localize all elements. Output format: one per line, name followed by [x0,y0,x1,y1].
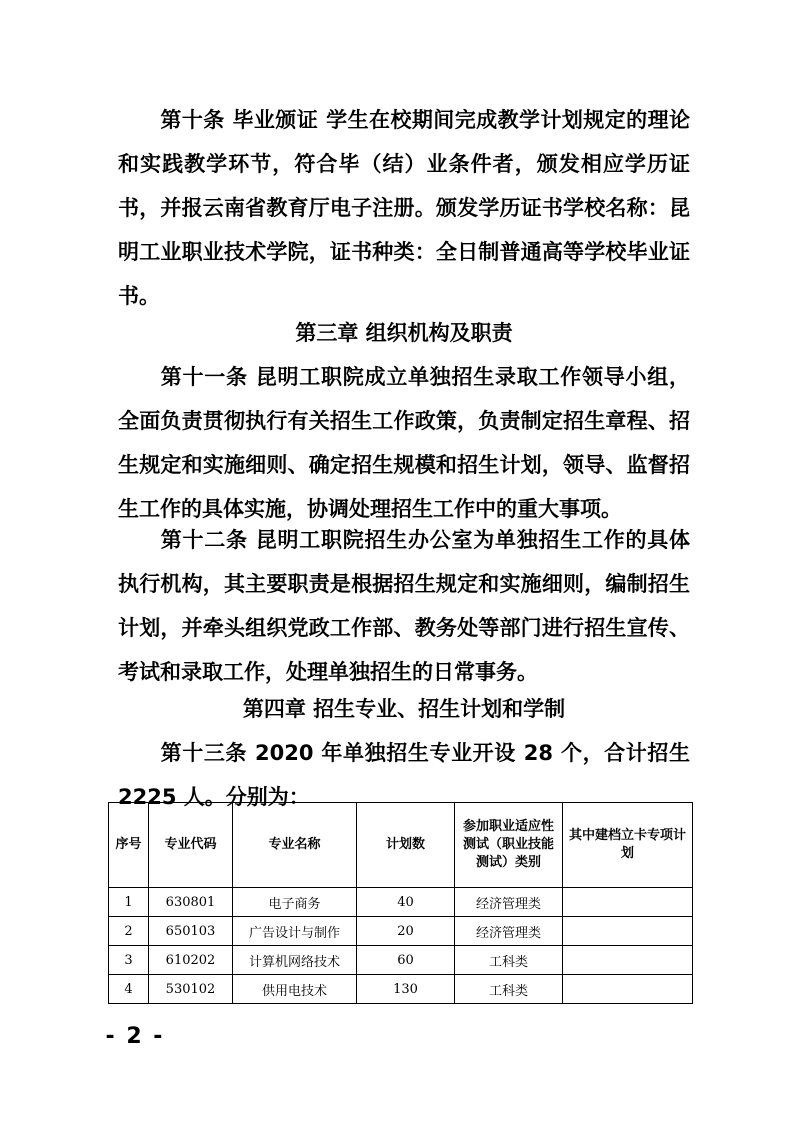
article-10 [118,98,690,318]
cell-name: 计算机网络技术 [233,946,357,975]
header-plan: 计划数 [357,803,455,888]
article-12-heading: 第十二条 [160,528,248,552]
table-row [109,946,693,975]
article-10-heading: 第十条 毕业颁证 [160,108,319,132]
header-no: 序号 [109,803,149,888]
cell-special-plan [563,975,693,1004]
cell-no: 3 [109,946,149,975]
page-number: - 2 - [105,1024,165,1049]
cell-special-plan [563,946,693,975]
article-12-body: 昆明工职院招生办公室为单独招生工作的具体执行机构，其主要职责是根据招生规定和实施细则，编制招生计划，并牵头组织党政工作部、教务处等部门进行招生宣传、考试和录取工作，处理单独招生的日常事务。 [118,528,690,684]
enrollment-plan-table [108,802,693,1004]
cell-special-plan [563,888,693,917]
article-13-body: 2020 年单独招生专业开设 28 个，合计招生 2225 人。分别为： [118,741,690,809]
article-11 [118,355,690,531]
cell-plan: 60 [357,946,455,975]
cell-special-plan [563,917,693,946]
cell-code: 630801 [149,888,233,917]
cell-name: 供用电技术 [233,975,357,1004]
table-row [109,888,693,917]
article-10-body: 学生在校期间完成教学计划规定的理论和实践教学环节，符合毕（结）业条件者，颁发相应学历证书，并报云南省教育厅电子注册。颁发学历证书学校名称：昆明工业职业技术学院，证书种类：全日制普通高等学校毕业证书。 [118,108,691,308]
article-11-heading: 第十一条 [160,365,248,389]
header-name: 专业名称 [233,803,357,888]
cell-no: 2 [109,917,149,946]
cell-plan: 40 [357,888,455,917]
article-12 [118,518,690,694]
chapter-4-title: 第四章 招生专业、招生计划和学制 [242,697,566,721]
cell-name: 电子商务 [233,888,357,917]
table-row [109,917,693,946]
cell-code: 650103 [149,917,233,946]
cell-code: 530102 [149,975,233,1004]
cell-code: 610202 [149,946,233,975]
table-header-row [109,803,693,888]
cell-name: 广告设计与制作 [233,917,357,946]
cell-no: 1 [109,888,149,917]
table-row [109,975,693,1004]
article-11-body: 昆明工职院成立单独招生录取工作领导小组，全面负责贯彻执行有关招生工作政策，负责制定招生章程、招生规定和实施细则、确定招生规模和招生计划，领导、监督招生工作的具体实施，协调处理招生工作中的重大事项。 [118,365,690,521]
header-special-plan: 其中建档立卡专项计划 [563,803,693,888]
cell-plan: 130 [357,975,455,1004]
cell-test-category: 经济管理类 [455,917,563,946]
chapter-3-title: 第三章 组织机构及职责 [295,321,513,345]
cell-test-category: 经济管理类 [455,888,563,917]
header-code: 专业代码 [149,803,233,888]
cell-plan: 20 [357,917,455,946]
cell-test-category: 工科类 [455,946,563,975]
article-13-heading: 第十三条 [160,741,248,765]
header-test-category: 参加职业适应性测试（职业技能测试）类别 [455,803,563,888]
cell-test-category: 工科类 [455,975,563,1004]
cell-no: 4 [109,975,149,1004]
